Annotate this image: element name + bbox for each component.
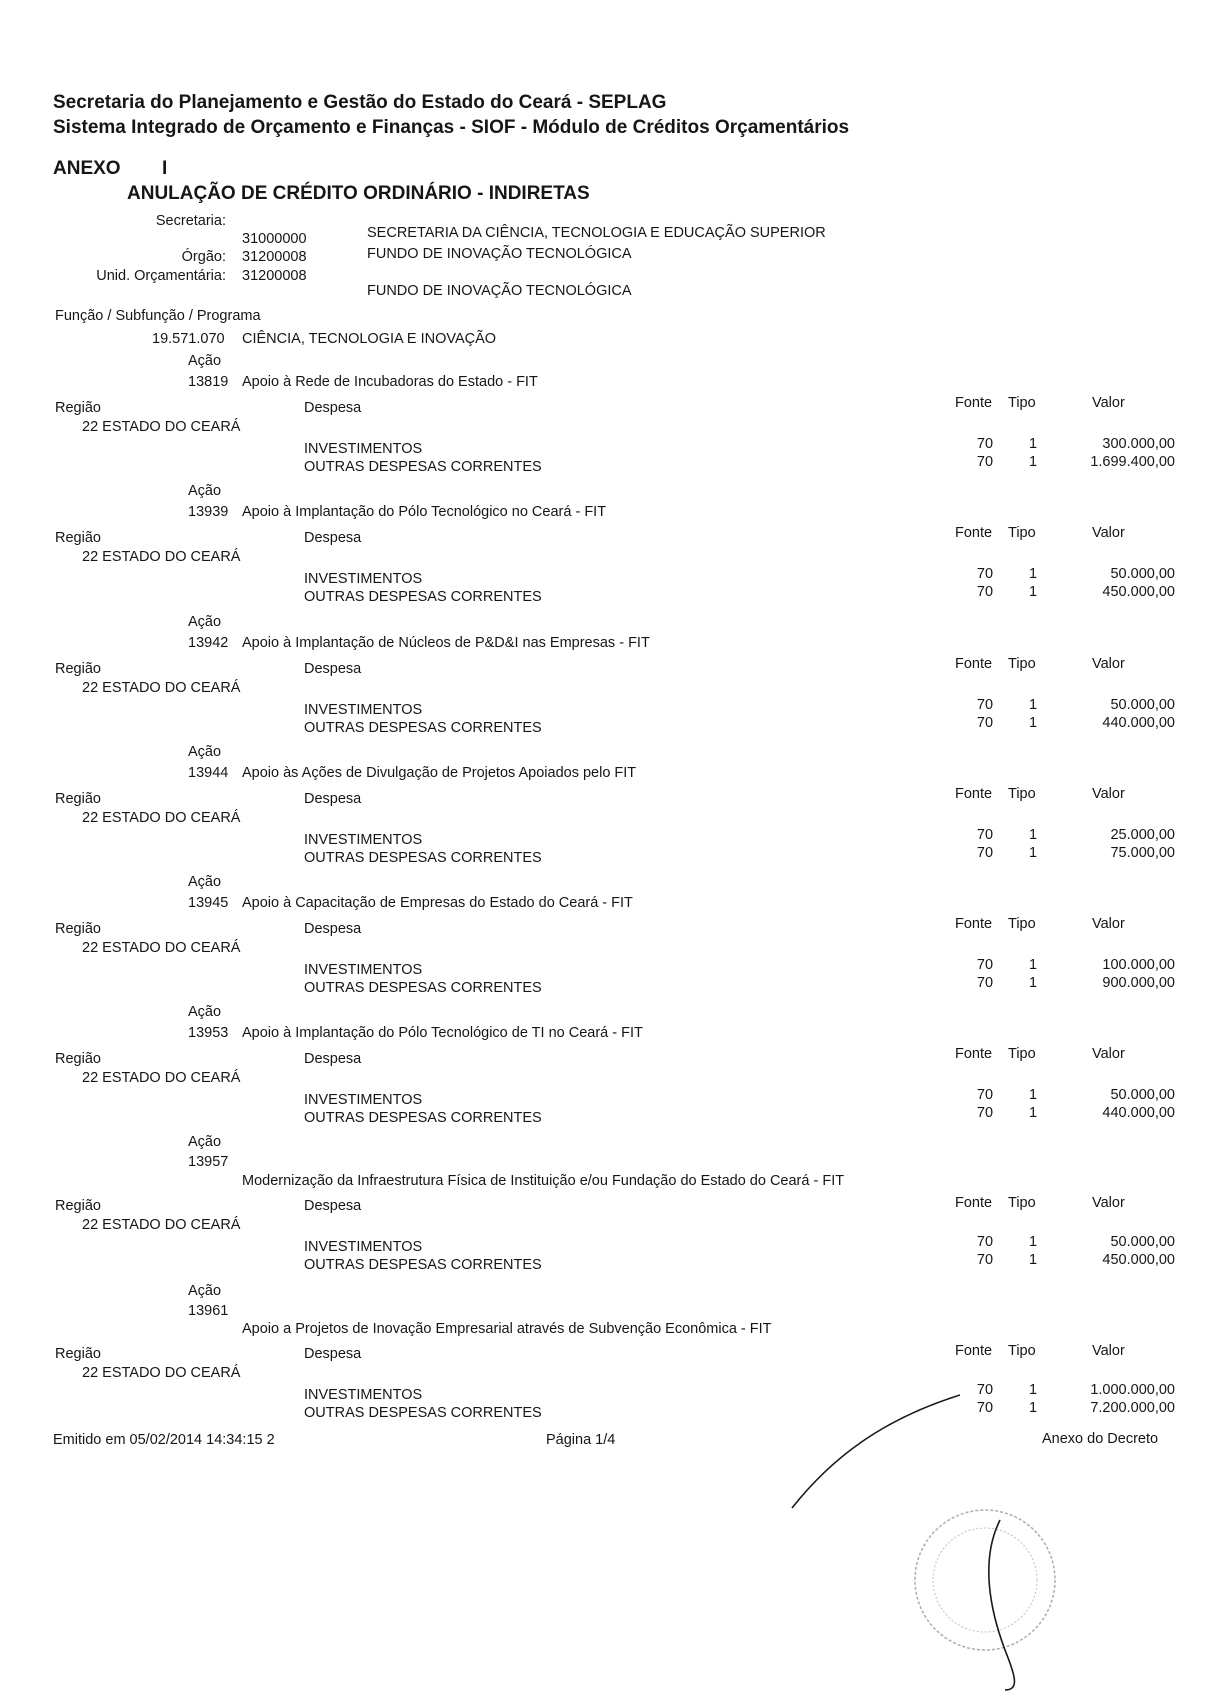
region-name: 22 ESTADO DO CEARÁ [82,1365,241,1381]
action-code: 13961 [188,1303,229,1319]
fonte-cell: 70 [976,436,994,452]
tipo-cell: 1 [1028,436,1038,452]
secretaria-name: SECRETARIA DA CIÊNCIA, TECNOLOGIA E EDUCAÇÃO SUPERIOR [367,225,826,241]
region-name: 22 ESTADO DO CEARÁ [82,810,241,826]
fonte-cell: 70 [976,975,994,991]
seal-stamp [915,1510,1055,1650]
action-section [0,483,1215,613]
valor-cell: 50.000,00 [1110,1234,1175,1250]
region-name: 22 ESTADO DO CEARÁ [82,1070,241,1086]
header-agency: Secretaria do Planejamento e Gestão do Estado do Ceará - SEPLAG [53,92,667,113]
region-name: 22 ESTADO DO CEARÁ [82,680,241,696]
footer-emitido: Emitido em 05/02/2014 14:34:15 2 [53,1432,275,1448]
valor-cell: 300.000,00 [1102,436,1175,452]
tipo-cell: 1 [1028,975,1038,991]
despesa-cell: OUTRAS DESPESAS CORRENTES [304,1257,542,1273]
despesa-cell: OUTRAS DESPESAS CORRENTES [304,980,542,996]
fonte-cell: 70 [976,1382,994,1398]
action-code: 13945 [188,895,229,911]
regiao-header: Região [55,791,101,807]
tipo-cell: 1 [1028,1382,1038,1398]
valor-header: Valor [1092,1195,1125,1211]
region-name: 22 ESTADO DO CEARÁ [82,1217,241,1233]
acao-label: Ação [188,1134,222,1150]
action-code: 13819 [188,374,229,390]
action-name: Apoio às Ações de Divulgação de Projetos Apoiados pelo FIT [242,765,637,781]
fonte-header: Fonte [955,395,993,411]
footer-anexo: Anexo do Decreto [1042,1431,1159,1447]
valor-header: Valor [1092,1343,1125,1359]
valor-cell: 900.000,00 [1102,975,1175,991]
fonte-header: Fonte [955,1046,993,1062]
fonte-header: Fonte [955,916,993,932]
action-code: 13942 [188,635,229,651]
action-name: Apoio à Rede de Incubadoras do Estado - FIT [242,374,538,390]
valor-cell: 1.000.000,00 [1090,1382,1175,1398]
acao-label: Ação [188,874,222,890]
program-code: 19.571.070 [152,331,225,347]
fonte-cell: 70 [976,715,994,731]
orgao-name: FUNDO DE INOVAÇÃO TECNOLÓGICA [367,246,632,262]
action-name: Apoio à Implantação de Núcleos de P&D&I nas Empresas - FIT [242,635,650,651]
tipo-cell: 1 [1028,566,1038,582]
regiao-header: Região [55,1198,101,1214]
despesa-cell: OUTRAS DESPESAS CORRENTES [304,720,542,736]
fonte-cell: 70 [976,1252,994,1268]
despesa-cell: OUTRAS DESPESAS CORRENTES [304,850,542,866]
valor-cell: 50.000,00 [1110,566,1175,582]
tipo-cell: 1 [1028,715,1038,731]
secretaria-code: 31000000 [242,231,307,247]
valor-cell: 50.000,00 [1110,697,1175,713]
despesa-cell: OUTRAS DESPESAS CORRENTES [304,1110,542,1126]
orgao-code: 31200008 [242,249,307,265]
tipo-cell: 1 [1028,1105,1038,1121]
fonte-cell: 70 [976,1105,994,1121]
unid-code: 31200008 [242,268,307,284]
fonte-cell: 70 [976,827,994,843]
valor-cell: 50.000,00 [1110,1087,1175,1103]
despesa-header: Despesa [304,1346,362,1362]
action-code: 13944 [188,765,229,781]
regiao-header: Região [55,1051,101,1067]
valor-header: Valor [1092,786,1125,802]
despesa-cell: INVESTIMENTOS [304,1092,423,1108]
despesa-header: Despesa [304,921,362,937]
fonte-cell: 70 [976,566,994,582]
valor-cell: 100.000,00 [1102,957,1175,973]
action-name: Apoio à Implantação do Pólo Tecnológico no Ceará - FIT [242,504,607,520]
anexo-label: ANEXO [53,158,121,179]
tipo-cell: 1 [1028,454,1038,470]
regiao-header: Região [55,921,101,937]
despesa-cell: INVESTIMENTOS [304,1387,423,1403]
despesa-header: Despesa [304,1198,362,1214]
acao-label: Ação [188,1283,222,1299]
acao-label: Ação [188,353,222,369]
page-title: ANULAÇÃO DE CRÉDITO ORDINÁRIO - INDIRETAS [127,183,590,204]
valor-cell: 450.000,00 [1102,584,1175,600]
regiao-header: Região [55,530,101,546]
region-name: 22 ESTADO DO CEARÁ [82,940,241,956]
fonte-cell: 70 [976,584,994,600]
acao-label: Ação [188,1004,222,1020]
despesa-cell: INVESTIMENTOS [304,832,423,848]
tipo-cell: 1 [1028,827,1038,843]
tipo-cell: 1 [1028,957,1038,973]
despesa-cell: INVESTIMENTOS [304,702,423,718]
valor-header: Valor [1092,1046,1125,1062]
fonte-header: Fonte [955,1343,993,1359]
action-section [0,353,1215,483]
action-section [0,1283,1215,1428]
action-section [0,744,1215,874]
acao-label: Ação [188,744,222,760]
regiao-header: Região [55,661,101,677]
fonte-cell: 70 [976,1400,994,1416]
tipo-header: Tipo [1008,656,1036,672]
acao-label: Ação [188,614,222,630]
valor-header: Valor [1092,656,1125,672]
despesa-header: Despesa [304,1051,362,1067]
valor-cell: 450.000,00 [1102,1252,1175,1268]
tipo-cell: 1 [1028,1400,1038,1416]
despesa-cell: INVESTIMENTOS [304,441,423,457]
despesa-header: Despesa [304,530,362,546]
fonte-cell: 70 [976,697,994,713]
regiao-header: Região [55,400,101,416]
tipo-cell: 1 [1028,1087,1038,1103]
tipo-cell: 1 [1028,845,1038,861]
tipo-cell: 1 [1028,697,1038,713]
region-name: 22 ESTADO DO CEARÁ [82,549,241,565]
region-name: 22 ESTADO DO CEARÁ [82,419,241,435]
fonte-header: Fonte [955,786,993,802]
regiao-header: Região [55,1346,101,1362]
orgao-label: Órgão: [181,249,226,265]
action-name: Apoio a Projetos de Inovação Empresarial através de Subvenção Econômica - FIT [242,1321,772,1337]
fonte-header: Fonte [955,525,993,541]
tipo-cell: 1 [1028,584,1038,600]
tipo-cell: 1 [1028,1252,1038,1268]
action-name: Apoio à Implantação do Pólo Tecnológico de TI no Ceará - FIT [242,1025,643,1041]
footer-pagina: Página 1/4 [546,1432,616,1448]
fonte-header: Fonte [955,1195,993,1211]
action-code: 13953 [188,1025,229,1041]
valor-header: Valor [1092,525,1125,541]
despesa-cell: OUTRAS DESPESAS CORRENTES [304,1405,542,1421]
tipo-header: Tipo [1008,1195,1036,1211]
despesa-cell: OUTRAS DESPESAS CORRENTES [304,459,542,475]
action-code: 13957 [188,1154,229,1170]
action-code: 13939 [188,504,229,520]
secretaria-label: Secretaria: [155,213,226,229]
tipo-header: Tipo [1008,525,1036,541]
action-section [0,874,1215,1004]
despesa-header: Despesa [304,791,362,807]
tipo-header: Tipo [1008,1046,1036,1062]
program-label: Função / Subfunção / Programa [55,308,261,324]
valor-cell: 440.000,00 [1102,715,1175,731]
despesa-cell: INVESTIMENTOS [304,1239,423,1255]
valor-cell: 440.000,00 [1102,1105,1175,1121]
tipo-header: Tipo [1008,786,1036,802]
fonte-cell: 70 [976,1087,994,1103]
valor-header: Valor [1092,916,1125,932]
despesa-header: Despesa [304,400,362,416]
tipo-header: Tipo [1008,395,1036,411]
seal-signature [989,1520,1015,1690]
fonte-cell: 70 [976,957,994,973]
fonte-cell: 70 [976,845,994,861]
action-name: Modernização da Infraestrutura Física de Instituição e/ou Fundação do Estado do Ceará - FIT [242,1173,845,1189]
despesa-cell: OUTRAS DESPESAS CORRENTES [304,589,542,605]
program-name: CIÊNCIA, TECNOLOGIA E INOVAÇÃO [242,331,497,347]
despesa-header: Despesa [304,661,362,677]
fonte-cell: 70 [976,454,994,470]
valor-cell: 1.699.400,00 [1090,454,1175,470]
tipo-header: Tipo [1008,916,1036,932]
action-section [0,1134,1215,1279]
action-section [0,614,1215,744]
action-section [0,1004,1215,1134]
acao-label: Ação [188,483,222,499]
unid-label: Unid. Orçamentária: [96,268,226,284]
action-name: Apoio à Capacitação de Empresas do Estado do Ceará - FIT [242,895,633,911]
valor-header: Valor [1092,395,1125,411]
header-system: Sistema Integrado de Orçamento e Finanças - SIOF - Módulo de Créditos Orçamentários [53,117,850,138]
fonte-header: Fonte [955,656,993,672]
valor-cell: 75.000,00 [1110,845,1175,861]
anexo-number: I [162,158,168,179]
valor-cell: 25.000,00 [1110,827,1175,843]
tipo-header: Tipo [1008,1343,1036,1359]
tipo-cell: 1 [1028,1234,1038,1250]
fonte-cell: 70 [976,1234,994,1250]
despesa-cell: INVESTIMENTOS [304,962,423,978]
valor-cell: 7.200.000,00 [1090,1400,1175,1416]
despesa-cell: INVESTIMENTOS [304,571,423,587]
unid-name: FUNDO DE INOVAÇÃO TECNOLÓGICA [367,283,632,299]
